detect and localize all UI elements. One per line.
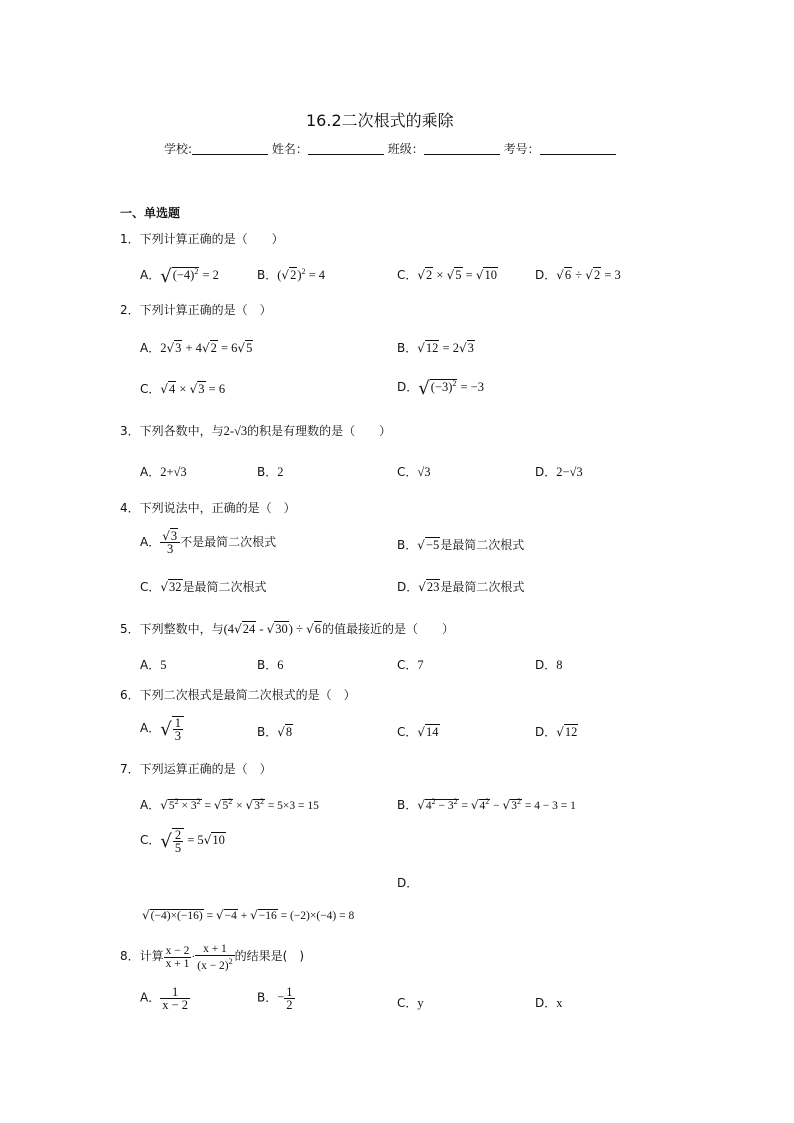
q7-option-d: √(−4)×(−16) = √−4 + √−16 = (−2)×(−4) = 8 (142, 908, 355, 922)
q7-option-b: B．$√4^2 - 3^2 = √4^2 - √3^2 = 4 - 3 = 1$ (397, 797, 576, 812)
q6-option-b: B．√8 (257, 725, 293, 739)
question-4-stem: 4．下列说法中，正确的是（ ） (120, 501, 296, 515)
q5-option-b: B．6 (257, 658, 284, 672)
q5-option-d: D．8 (535, 658, 563, 672)
q2-option-c: C．√4 × √3 = 6 (140, 382, 226, 396)
section-heading: 一、单选题 (120, 206, 181, 220)
school-blank (192, 142, 268, 155)
q3-option-d: D．2−√3 (535, 465, 583, 479)
q2-option-b: B．√12 = 2√3 (397, 341, 474, 355)
name-label: 姓名： (271, 142, 308, 156)
q8-option-a: A． $\frac{1}{x - 2}$ (140, 985, 189, 1012)
exam-no-blank (540, 142, 616, 155)
q3-option-a: A．2+√3 (140, 465, 187, 479)
question-1-stem: 1．下列计算正确的是（ ） (120, 232, 284, 246)
q4-option-b: B．√−5是最简二次根式 (397, 538, 525, 552)
q6-option-d: D．√12 (535, 725, 578, 739)
name-blank (308, 142, 384, 155)
q2-option-d: D．$√(-3)^2 = -3$ (397, 378, 484, 399)
q1-option-b: B．$(√2)^2 = 4$ (257, 266, 326, 282)
q1-option-a: A．$√(-4)^2 = 2$ (140, 266, 219, 287)
q5-option-c: C．7 (397, 658, 424, 672)
q4-option-c: C．√32是最简二次根式 (140, 580, 267, 594)
class-blank (424, 142, 500, 155)
q5-option-a: A．5 (140, 658, 167, 672)
q7-option-a: A．$√5^2 \times 3^2 = √5^2 \times √3^2 = 5\times 3 = 15$ (140, 797, 319, 812)
q1-option-d: D．√6 ÷ √2 = 3 (535, 268, 621, 282)
question-5-stem: 5．下列整数中，与(4√24 - √30) ÷ √6的值最接近的是（ ） (120, 622, 454, 636)
q1-option-c: C．√2 × √5 = √10 (397, 268, 497, 282)
question-3-stem: 3．下列各数中，与2-√3的积是有理数的是（ ） (120, 424, 392, 438)
question-8-stem: 8．计算 $\frac{x - 2}{x + 1}$ · $\frac{x + 1}{(x - 2)^2}$ 的结果是( ) (120, 943, 305, 972)
q3-expression: 2-√3 (223, 424, 248, 438)
q7-option-c: C．√ $\frac{2}{5}$ = 5√10 (140, 828, 225, 855)
q3-option-b: B．2 (257, 465, 284, 479)
info-fields (164, 140, 616, 157)
q6-option-c: C．√14 (397, 725, 439, 739)
class-label: 班级： (387, 142, 424, 156)
q7-option-d-label: D． (397, 876, 419, 890)
q2-option-a: A．2√3 + 4√2 = 6√5 (140, 341, 253, 355)
q8-option-b: B．− $\frac{1}{2}$ (257, 985, 293, 1012)
page-title: 16.2二次根式的乘除 (306, 111, 454, 130)
question-2-stem: 2．下列计算正确的是（ ） (120, 303, 272, 317)
exam-no-label: 考号： (503, 142, 540, 156)
q3-option-c: C．√3 (397, 465, 431, 479)
school-label: 学校: (164, 142, 193, 156)
question-6-stem: 6．下列二次根式是最简二次根式的是（ ） (120, 688, 356, 702)
q6-option-a: A．√ $\frac{1}{3}$ (140, 716, 184, 742)
question-7-stem: 7．下列运算正确的是（ ） (120, 762, 272, 776)
q4-option-d: D．√23是最简二次根式 (397, 580, 525, 594)
q8-option-d: D．x (535, 996, 563, 1010)
q8-option-c: C．y (397, 996, 424, 1010)
q4-option-a: A． $\frac{√3}{3}$ 不是最简二次根式 (140, 529, 277, 556)
